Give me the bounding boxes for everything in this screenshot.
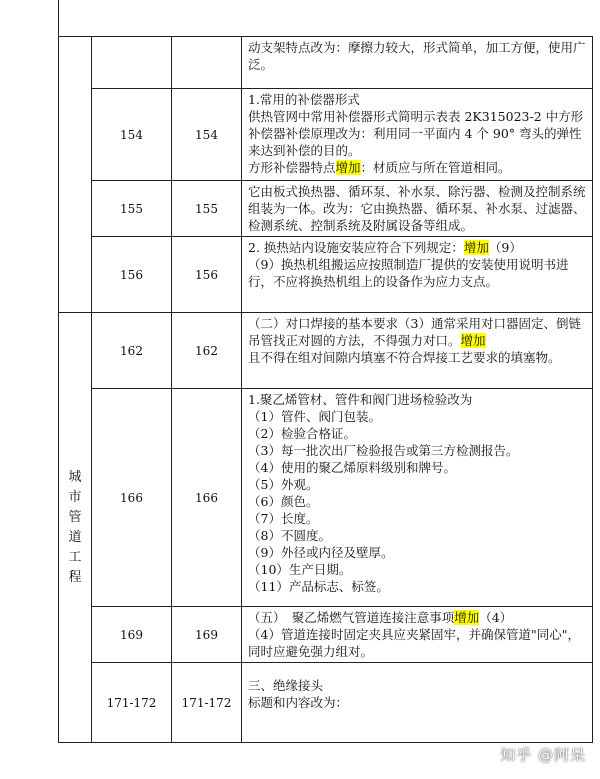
content-line [248, 493, 586, 510]
table-row [59, 663, 593, 743]
content-line [248, 159, 586, 176]
content-text: （5）外观。 [248, 477, 319, 492]
revised-page-cell: 162 [172, 313, 242, 389]
revised-page-cell [172, 37, 242, 89]
content-text: （11）产品标志、标签。 [248, 579, 389, 594]
content-line [248, 544, 586, 561]
content-line [248, 349, 586, 366]
revision-content-cell [242, 237, 593, 313]
content-line [248, 609, 586, 626]
content-text: 标题和内容改为： [248, 695, 349, 710]
original-page-cell: 156 [92, 237, 172, 313]
content-text: （2）检验合格证。 [248, 426, 356, 441]
content-text: （二）对口焊接的基本要求（3）通常采用对口器固定、倒链吊管找正对圆的方法，不得强力对口。 [248, 316, 581, 348]
content-line [248, 391, 586, 408]
original-page-cell: 169 [92, 607, 172, 663]
content-text: （4）管道连接时固定夹具应夹紧固牢，并确保管道"同心"，同时应避免强力组对。 [248, 627, 580, 659]
original-page-cell: 155 [92, 181, 172, 237]
content-text: （8）不圆度。 [248, 528, 331, 543]
content-line [248, 476, 586, 493]
table-left-border-top [58, 0, 59, 36]
original-page-cell: 166 [92, 389, 172, 607]
highlight-added-tag: 增加 [335, 160, 361, 175]
content-line [248, 91, 586, 108]
highlight-added-tag: 增加 [460, 333, 486, 348]
revision-content-cell [242, 181, 593, 237]
content-line [248, 239, 586, 256]
original-page-cell: 171-172 [92, 663, 172, 743]
content-text: （9）换热机组搬运应按照制造厂提供的安装使用说明书进行，不应将换热机组上的设备作为应力支点。 [248, 257, 569, 289]
content-line [248, 665, 586, 677]
category-cell-empty [59, 37, 92, 313]
content-line [248, 561, 586, 578]
content-text: （1）管件、阀门包装。 [248, 409, 381, 424]
content-line [248, 315, 586, 349]
content-line [248, 425, 586, 442]
content-text: （7）长度。 [248, 511, 319, 526]
revised-page-cell: 154 [172, 89, 242, 181]
content-text: 1.聚乙烯管材、管件和阀门进场检验改为 [248, 392, 473, 407]
revision-content-cell [242, 389, 593, 607]
revised-page-cell: 156 [172, 237, 242, 313]
content-text-after: ：材质应与所在管道相同。 [360, 160, 511, 175]
table-row [59, 607, 593, 663]
revised-page-cell: 171-172 [172, 663, 242, 743]
highlight-added-tag: 增加 [454, 610, 480, 625]
content-line [248, 694, 586, 711]
content-line [248, 510, 586, 527]
watermark: 知乎 @阿呆 [500, 746, 586, 764]
content-text: 动支架特点改为：摩擦力较大，形式简单，加工方便，使用广泛。 [248, 40, 586, 72]
content-text: 三、绝缘接头 [248, 678, 324, 693]
content-text: （3）每一批次出厂检验报告或第三方检测报告。 [248, 443, 519, 458]
content-text: 且不得在组对间隙内填塞不符合焊接工艺要求的填塞物。 [248, 350, 561, 365]
category-label: 城市管道工程 [68, 469, 82, 585]
revision-content-cell [242, 89, 593, 181]
original-page-cell [92, 37, 172, 89]
content-line [248, 578, 586, 595]
content-line [248, 256, 586, 290]
content-line [248, 408, 586, 425]
content-text: （9）外径或内径及壁厚。 [248, 545, 394, 560]
table-row [59, 89, 593, 181]
content-text: 2. 换热站内设施安装应符合下列规定： [248, 240, 464, 255]
table-row [59, 37, 593, 89]
content-line [248, 459, 586, 476]
content-text: 1.常用的补偿器形式 [248, 92, 360, 107]
highlight-added-tag: 增加 [463, 240, 489, 255]
table-row [59, 181, 593, 237]
content-line [248, 442, 586, 459]
content-text: （五） 聚乙烯燃气管道连接注意事项 [248, 610, 455, 625]
content-line [248, 108, 586, 159]
content-text: 供热管网中常用补偿器形式简明示表表 2K315023-2 中方形补偿器补偿原理改为：利用同一平面内 4 个 90° 弯头的弹性来达到补偿的目的。 [248, 109, 584, 158]
revision-content-cell [242, 607, 593, 663]
table-row [59, 389, 593, 607]
content-text-after: （4） [479, 610, 513, 625]
table-row [59, 237, 593, 313]
category-cell [59, 313, 92, 743]
content-text-after: （9） [488, 240, 522, 255]
revised-page-cell: 166 [172, 389, 242, 607]
content-line [248, 527, 586, 544]
revision-content-cell [242, 37, 593, 89]
content-text: 它由板式换热器、循环泵、补水泵、除污器、检测及控制系统组装为一体。改为：它由换热器、循环泵、补水泵、过滤器、检测系统、控制系统及附属设备等组成。 [248, 184, 586, 233]
content-line [248, 39, 586, 73]
errata-table [58, 36, 593, 743]
revision-content-cell [242, 313, 593, 389]
revised-page-cell: 155 [172, 181, 242, 237]
original-page-cell: 162 [92, 313, 172, 389]
content-line [248, 626, 586, 660]
original-page-cell: 154 [92, 89, 172, 181]
revised-page-cell: 169 [172, 607, 242, 663]
content-text: 方形补偿器特点 [248, 160, 336, 175]
content-text: （6）颜色。 [248, 494, 319, 509]
content-text: （10）生产日期。 [248, 562, 352, 577]
content-text: （4）使用的聚乙烯原料级别和牌号。 [248, 460, 456, 475]
revision-content-cell [242, 663, 593, 743]
table-row [59, 313, 593, 389]
content-line [248, 677, 586, 694]
content-line [248, 183, 586, 234]
